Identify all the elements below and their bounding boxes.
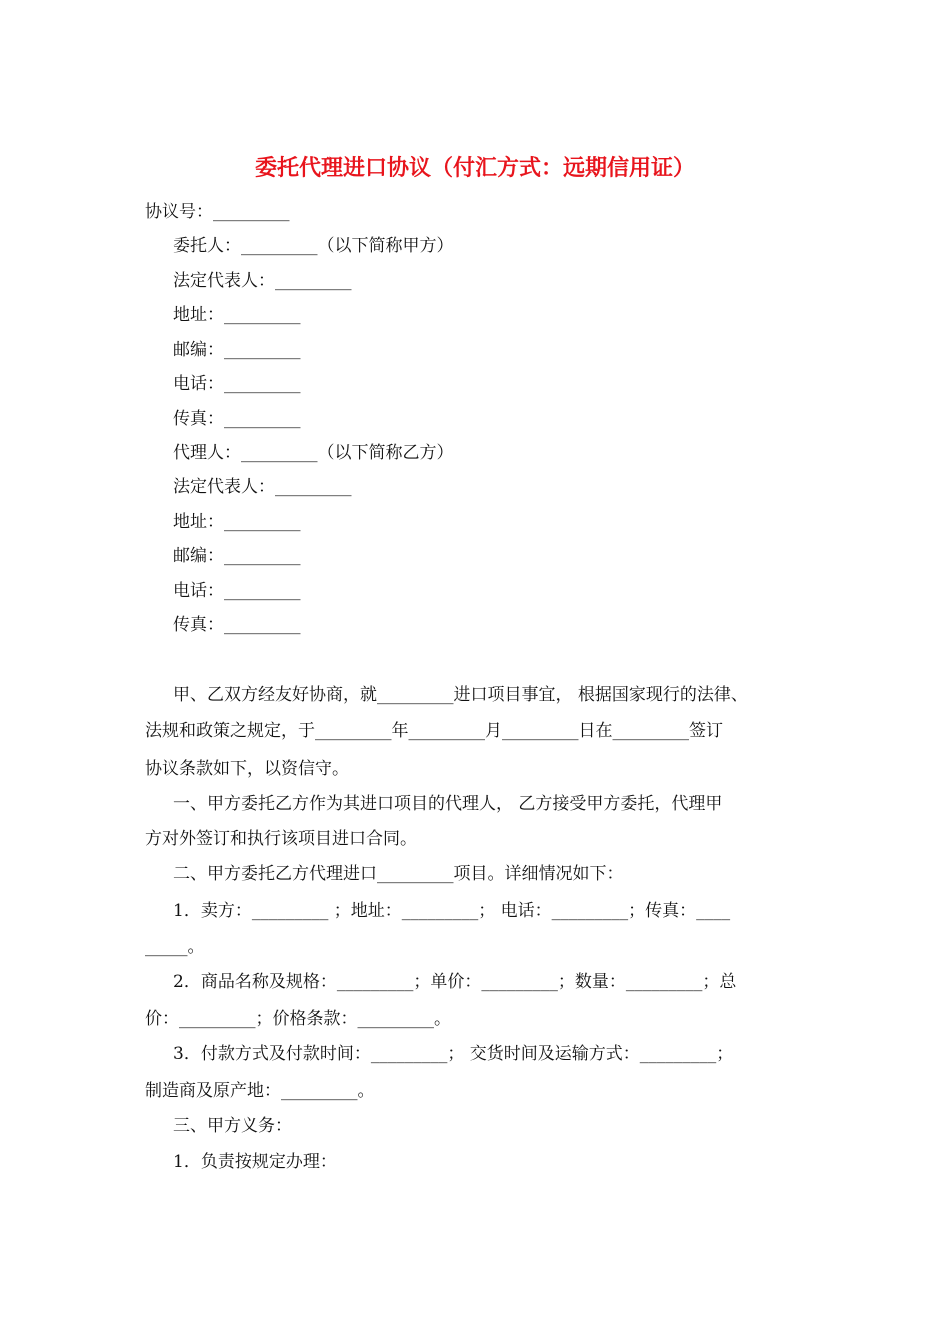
clause-1-line-2: 方对外签订和执行该项目进口合同。 xyxy=(145,829,417,849)
agent-legal-representative: 法定代表人：_________ xyxy=(173,477,352,497)
principal-address: 地址：_________ xyxy=(173,305,301,325)
preamble-line-2: 法规和政策之规定，于_________年_________月_________日在_________签订 xyxy=(145,721,723,741)
agent-address: 地址：_________ xyxy=(173,512,301,532)
clause-2-item-1-line-1: 1．卖方：_________ ；地址：_________； 电话：_________；传真：____ xyxy=(173,901,731,921)
clause-3-heading: 三、甲方义务： xyxy=(173,1116,292,1136)
agent-fax: 传真：_________ xyxy=(173,615,301,635)
agent: 代理人：_________（以下简称乙方） xyxy=(173,443,454,463)
clause-2-item-3-line-2: 制造商及原产地：_________。 xyxy=(145,1081,375,1101)
document-title: 委托代理进口协议（付汇方式：远期信用证） xyxy=(254,155,695,181)
principal-legal-representative: 法定代表人：_________ xyxy=(173,271,352,291)
principal: 委托人：_________（以下简称甲方） xyxy=(173,236,454,256)
preamble-line-3: 协议条款如下，以资信守。 xyxy=(145,759,349,779)
agent-phone: 电话：_________ xyxy=(173,581,301,601)
agent-postcode: 邮编：_________ xyxy=(173,546,301,566)
clause-2-item-2-line-1: 2．商品名称及规格：_________；单价：_________；数量：_________；总 xyxy=(173,972,737,992)
principal-fax: 传真：_________ xyxy=(173,409,301,429)
clause-2-item-3-line-1: 3．付款方式及付款时间：_________； 交货时间及运输方式：_________； xyxy=(173,1044,734,1064)
preamble-line-1: 甲、乙双方经友好协商，就_________进口项目事宜， 根据国家现行的法律、 xyxy=(173,685,748,705)
agreement-number: 协议号：_________ xyxy=(145,202,290,222)
principal-postcode: 邮编：_________ xyxy=(173,340,301,360)
clause-3-item-1: 1．负责按规定办理： xyxy=(173,1152,337,1172)
clause-2-item-1-line-2: _____。 xyxy=(145,937,205,957)
clause-2-heading: 二、甲方委托乙方代理进口_________项目。详细情况如下： xyxy=(173,864,624,884)
principal-phone: 电话：_________ xyxy=(173,374,301,394)
clause-2-item-2-line-2: 价：_________；价格条款：_________。 xyxy=(145,1009,451,1029)
clause-1-line-1: 一、甲方委托乙方作为其进口项目的代理人， 乙方接受甲方委托，代理甲 xyxy=(173,794,723,814)
